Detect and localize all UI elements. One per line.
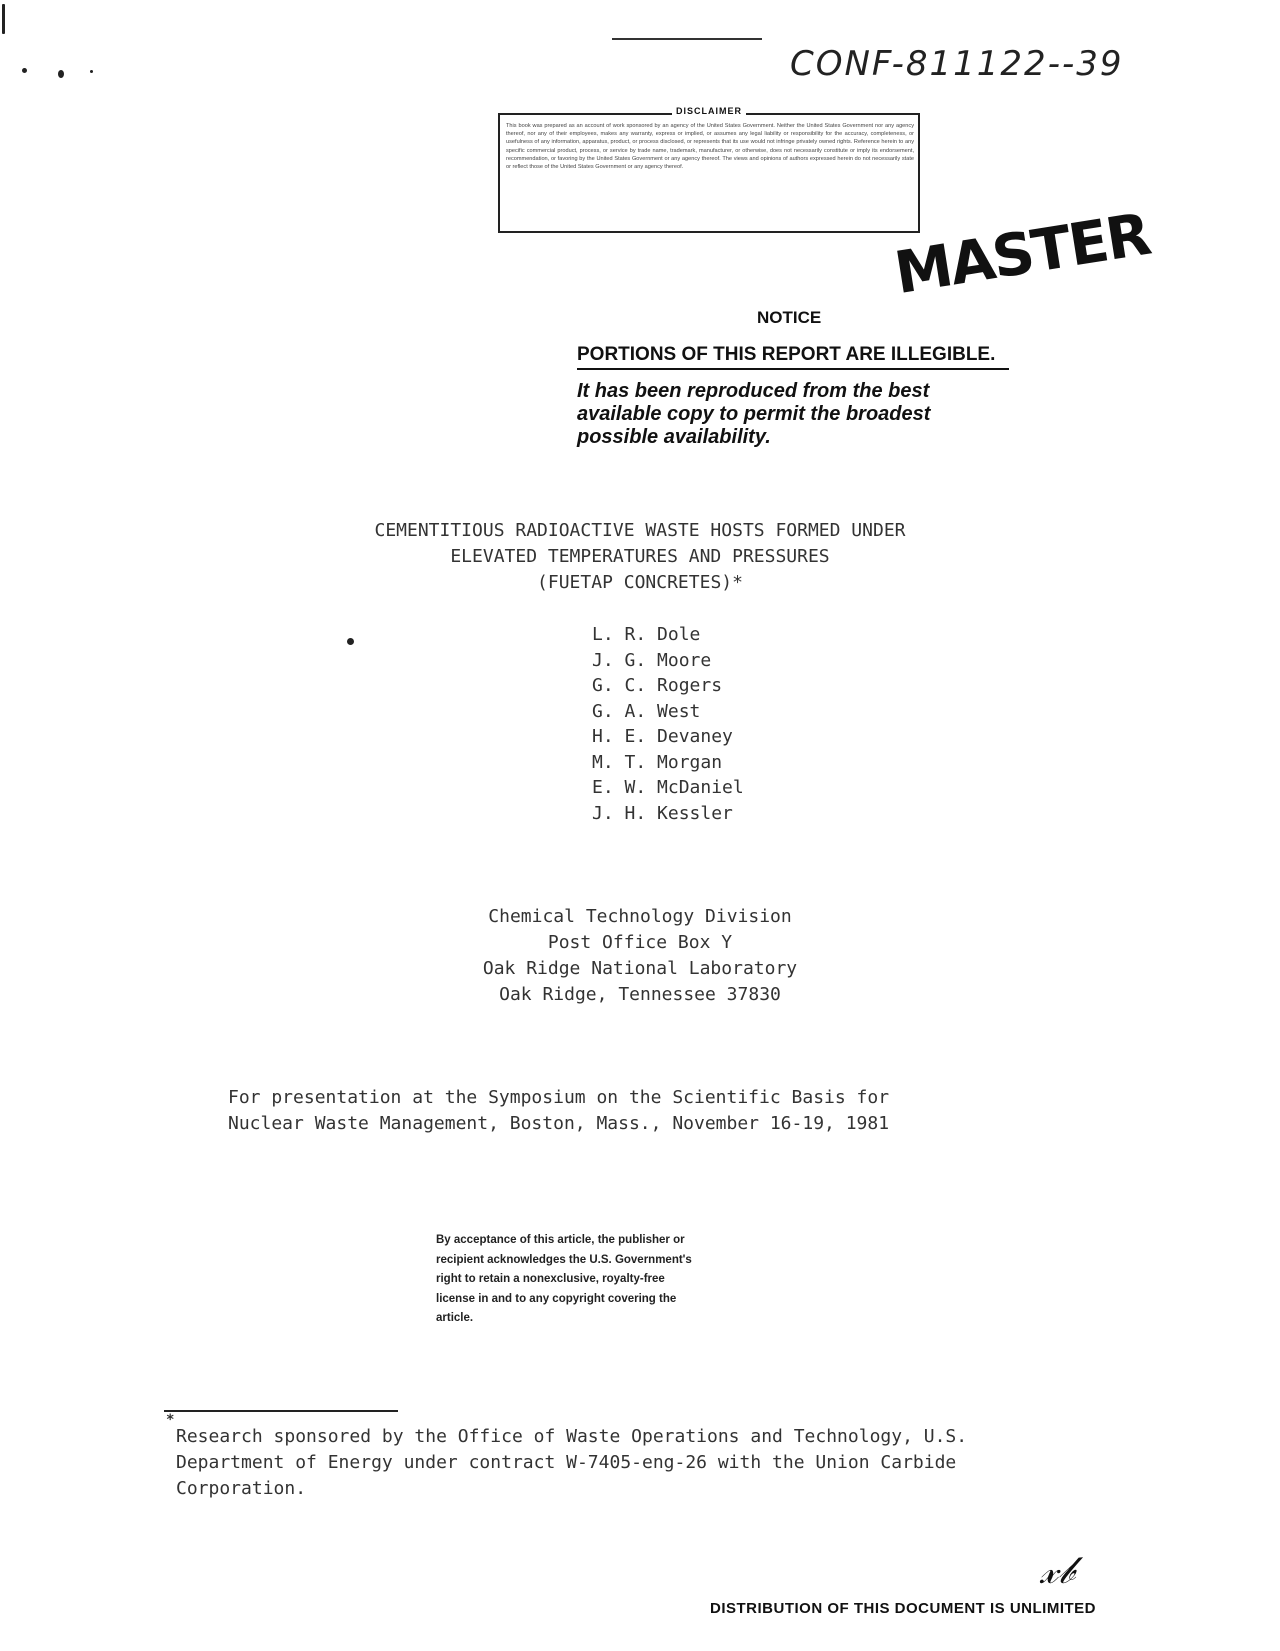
scan-artifact (22, 68, 27, 73)
address-division: Chemical Technology Division (488, 906, 792, 927)
distribution-statement: DISTRIBUTION OF THIS DOCUMENT IS UNLIMITED (710, 1600, 1096, 1617)
author-name: E. W. McDaniel (592, 777, 744, 798)
top-rule (612, 38, 762, 40)
footnote-line-1: Research sponsored by the Office of Waste Operations and Technology, U.S. (176, 1426, 968, 1447)
presentation-line-2: Nuclear Waste Management, Boston, Mass., November 16-19, 1981 (228, 1113, 890, 1134)
scan-artifact (58, 70, 64, 78)
author-name: H. E. Devaney (592, 726, 733, 747)
footnote-line-2: Department of Energy under contract W-7405-eng-26 with the Union Carbide (176, 1452, 957, 1473)
presentation-line-1: For presentation at the Symposium on the Scientific Basis for (228, 1087, 890, 1108)
footnote-rule (164, 1410, 398, 1412)
footnote (176, 1424, 1106, 1502)
notice-illegible-line: PORTIONS OF THIS REPORT ARE ILLEGIBLE. (577, 344, 996, 365)
author-list (592, 622, 744, 826)
author-name: L. R. Dole (592, 624, 701, 645)
presentation-note (228, 1085, 889, 1137)
address-laboratory: Oak Ridge National Laboratory (482, 958, 798, 979)
address-city: Oak Ridge, Tennessee 37830 (499, 984, 781, 1005)
title-line-2: ELEVATED TEMPERATURES AND PRESSURES (450, 546, 830, 567)
master-stamp: MASTER (890, 199, 1154, 308)
scan-artifact (90, 70, 93, 73)
disclaimer-text: This book was prepared as an account of work sponsored by an agency of the United States Government. Neither the United States Government nor any agency thereof, nor any of their employees, makes any warranty, express or implied, or assumes any legal liability or responsibility for the accuracy, completeness, or usefulness of any information, apparatus, product, or process disclosed, or represents that its use would not infringe privately owned rights. Reference herein to any specific commercial product, process, or service by trade name, trademark, manufacturer, or otherwise, does not necessarily constitute or imply its endorsement, recommendation, or favoring by the United States Government or any agency thereof. The views and opinions of authors expressed herein do not necessarily state or reflect those of the United States Government or any agency thereof. (506, 123, 914, 171)
notice-title: NOTICE (757, 308, 822, 327)
conf-number: CONF-811122--39 (790, 44, 1124, 84)
author-name: G. A. West (592, 700, 701, 722)
footnote-line-3: Corporation. (176, 1478, 307, 1499)
address-po-box: Post Office Box Y (547, 932, 733, 953)
author-name: J. H. Kessler (592, 802, 733, 824)
author-name: G. C. Rogers (592, 675, 723, 696)
scan-artifact (2, 4, 5, 34)
title-line-1: CEMENTITIOUS RADIOACTIVE WASTE HOSTS FORMED UNDER (374, 520, 906, 541)
handwritten-initials-mark: 𝓍𝒷 (1040, 1548, 1075, 1592)
title-line-3: (FUETAP CONCRETES)* (537, 572, 743, 593)
author-name: J. G. Moore (592, 649, 712, 671)
disclaimer-title: DISCLAIMER (672, 106, 746, 116)
notice-reproduction-text: It has been reproduced from the best available copy to permit the broadest possible availability. (577, 380, 931, 448)
scan-artifact (347, 638, 354, 645)
footnote-marker: * (166, 1412, 175, 1428)
author-name: M. T. Morgan (592, 751, 723, 773)
acceptance-notice: By acceptance of this article, the publisher or recipient acknowledges the U.S. Government's right to retain a nonexclusive, royalty-free license in and to any copyright covering the article. (436, 1234, 692, 1324)
notice-underline (577, 368, 1009, 370)
